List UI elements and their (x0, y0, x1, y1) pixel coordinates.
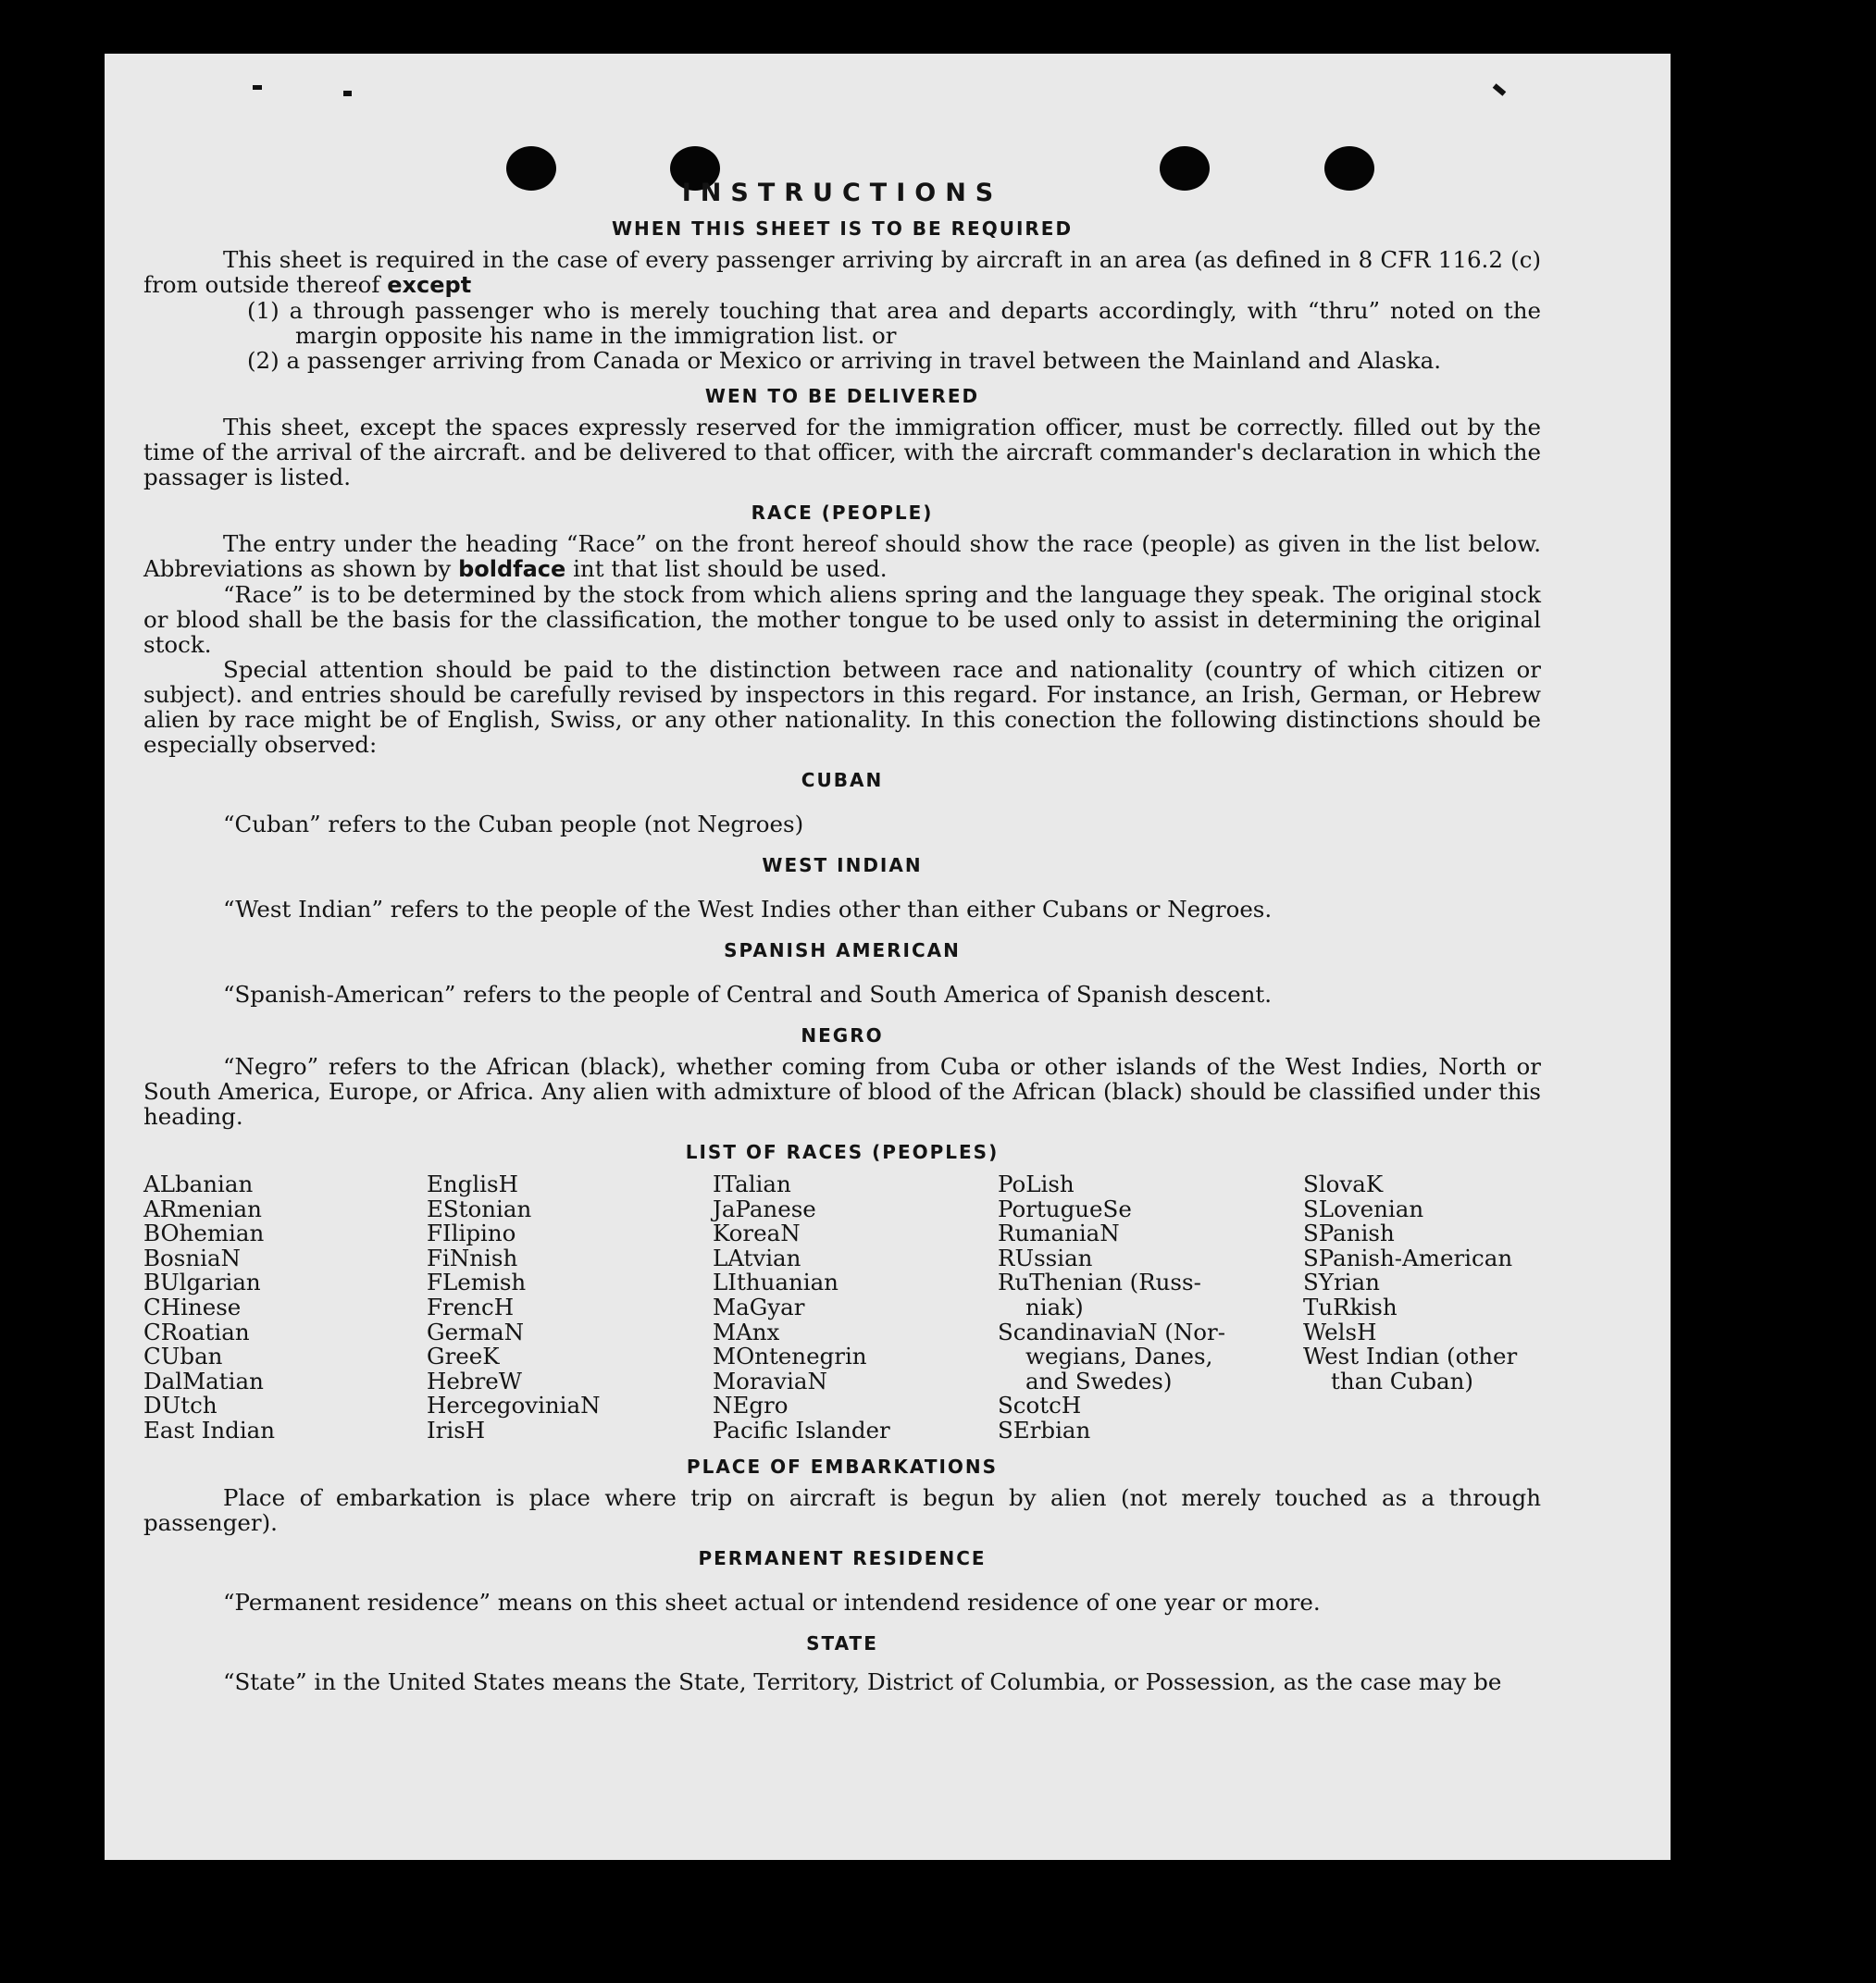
race-entry: MoraviaN (713, 1367, 827, 1394)
when-required-item-2: (2) a passenger arriving from Canada or Mexico or arriving in travel between the Mainland and Alaska. (247, 347, 1442, 374)
permanent-residence-text: “Permanent residence” means on this sheet actual or intendend residence of one year or more. (223, 1588, 1321, 1616)
race-entry: ScandinaviaN (Nor- (998, 1318, 1226, 1345)
race-entry: CRoatian (143, 1318, 250, 1345)
race-entry: RUssian (998, 1244, 1093, 1271)
cuban-text: “Cuban” refers to the Cuban people (not Negroes) (223, 811, 804, 837)
spanish-american-text: “Spanish-American” refers to the people of Central and South America of Spanish descent. (223, 981, 1273, 1008)
race-entry: FiNnish (427, 1244, 518, 1271)
race-entry: BosniaN (143, 1244, 241, 1271)
scan-speck (343, 91, 352, 96)
race-entry: EnglisH (427, 1171, 518, 1197)
races-column-1 (143, 1172, 427, 1444)
when-required-item-1: (1) a through passenger who is merely touching that area and departs accordingly, with “thru” noted on the margin opposite his name in the immigration list. or (247, 297, 1541, 349)
race-paragraph-3: Special attention should be paid to the distinction between race and nationality (country of which citizen or subject). and entries should be carefully revised by inspectors in this regard. For instance, an Irish, German, or Hebrew alien by race might be of English, Swiss, or any other nationality. In this conection the following distinctions should be especially observed: (143, 656, 1541, 758)
race-entry: GreeK (427, 1343, 500, 1370)
heading-race: RACE (PEOPLE) (751, 502, 934, 524)
race-entry: MOntenegrin (713, 1343, 867, 1370)
scan-speck (253, 85, 262, 90)
race-entry: GermaN (427, 1318, 525, 1345)
race-entry: HercegoviniaN (427, 1392, 601, 1419)
race-entry: CUban (143, 1343, 223, 1370)
race-entry: ITalian (713, 1171, 791, 1197)
race-entry-continued: and Swedes) (1025, 1367, 1173, 1394)
race-entry: MaGyar (713, 1293, 805, 1320)
race-entry: Pacific Islander (713, 1416, 890, 1444)
race-entry: PoLish (998, 1171, 1075, 1197)
races-list (143, 1172, 1541, 1444)
race-entry: CHinese (143, 1293, 242, 1320)
state-text: “State” in the United States means the State, Territory, District of Columbia, or Possession, as the case may be (223, 1667, 1502, 1695)
west-indian-text: “West Indian” refers to the people of the West Indies other than either Cubans or Negroes. (223, 896, 1273, 923)
race-entry-continued: niak) (1025, 1293, 1084, 1320)
embarkation-text: Place of embarkation is place where trip on aircraft is begun by alien (not merely touched as a through passenger). (143, 1483, 1541, 1536)
race-entry: SlovaK (1303, 1171, 1384, 1197)
boldface-bold: boldface (458, 556, 566, 582)
races-column-2 (427, 1172, 713, 1444)
race-entry: TuRkish (1303, 1293, 1398, 1320)
document-title: INSTRUCTIONS (681, 179, 1003, 207)
heading-embarkation: PLACE OF EMBARKATIONS (686, 1455, 999, 1478)
race-p1-end: int that list should be used. (573, 555, 888, 582)
race-entry: RumaniaN (998, 1220, 1120, 1247)
race-entry: BOhemian (143, 1220, 265, 1247)
race-entry: PortugueSe (998, 1195, 1132, 1222)
when-delivered-text: This sheet, except the spaces expressly reserved for the immigration officer, must be correctly. filled out by the time of the arrival of the aircraft. and be delivered to that officer, with the aircraft commander's declaration in which the passager is listed. (143, 414, 1541, 490)
race-entry: DalMatian (143, 1367, 264, 1394)
heading-cuban: CUBAN (801, 769, 884, 791)
race-entry: MAnx (713, 1318, 780, 1345)
race-entry: SPanish (1303, 1220, 1395, 1247)
race-entry-continued: than Cuban) (1331, 1367, 1473, 1394)
race-entry: LIthuanian (713, 1269, 839, 1296)
race-entry: East Indian (143, 1416, 276, 1444)
races-column-5 (1303, 1172, 1534, 1444)
race-entry: SPanish-American (1303, 1244, 1513, 1271)
heading-negro: NEGRO (801, 1024, 884, 1047)
race-entry: KoreaN (713, 1220, 801, 1247)
race-entry: RuThenian (Russ- (998, 1269, 1201, 1296)
race-entry: ARmenian (143, 1195, 262, 1222)
negro-text: “Negro” refers to the African (black), whether coming from Cuba or other islands of the West Indies, North or South America, Europe, or Africa. Any alien with admixture of blood of the African (black) should be classified under this heading. (143, 1053, 1541, 1130)
race-paragraph-2: “Race” is to be determined by the stock from which aliens spring and the language they speak. The original stock or blood shall be the basis for the classification, the mother tongue to be used only to assist in determining the original stock. (143, 581, 1541, 658)
races-column-4 (998, 1172, 1303, 1444)
race-entry: JaPanese (713, 1195, 816, 1222)
heading-permanent-residence: PERMANENT RESIDENCE (698, 1546, 987, 1569)
race-entry: NEgro (713, 1392, 789, 1419)
race-entry: FrencH (427, 1293, 515, 1320)
heading-spanish-american: SPANISH AMERICAN (724, 939, 961, 961)
instructions-page (143, 180, 1541, 1694)
race-entry: SLovenian (1303, 1195, 1424, 1222)
race-entry: FIlipino (427, 1220, 516, 1247)
race-entry: SErbian (998, 1416, 1091, 1444)
race-entry: IrisH (427, 1416, 486, 1444)
scan-speck (1493, 83, 1507, 96)
race-entry: EStonian (427, 1195, 532, 1222)
except-bold: except (387, 272, 472, 298)
race-entry: ALbanian (143, 1171, 254, 1197)
race-entry: DUtch (143, 1392, 217, 1419)
races-column-3 (713, 1172, 998, 1444)
race-entry: BUlgarian (143, 1269, 261, 1296)
race-entry: WelsH (1303, 1318, 1377, 1345)
race-entry: FLemish (427, 1269, 527, 1296)
heading-west-indian: WEST INDIAN (762, 854, 923, 876)
heading-when-delivered: WEN TO BE DELIVERED (704, 385, 980, 407)
race-entry: HebreW (427, 1367, 522, 1394)
race-entry-continued: wegians, Danes, (1025, 1343, 1213, 1370)
when-required-intro-text: This sheet is required in the case of every passenger arriving by aircraft in an area (as defined in 8 CFR 116.2 (c) from outside thereof (143, 246, 1541, 298)
heading-list-of-races: LIST OF RACES (PEOPLES) (685, 1141, 1000, 1163)
race-entry: LAtvian (713, 1244, 801, 1271)
race-p1-start: The entry under the heading “Race” on the front hereof should show the race (people) as given in the list below. Abbreviations as shown by (143, 530, 1541, 582)
race-paragraph-1 (143, 531, 1541, 582)
heading-when-required: WHEN THIS SHEET IS TO BE REQUIRED (611, 217, 1074, 240)
when-required-intro (143, 247, 1541, 298)
heading-state: STATE (806, 1631, 878, 1655)
race-entry: SYrian (1303, 1269, 1380, 1296)
race-entry: ScotcH (998, 1392, 1082, 1419)
race-entry: West Indian (other (1303, 1343, 1518, 1370)
